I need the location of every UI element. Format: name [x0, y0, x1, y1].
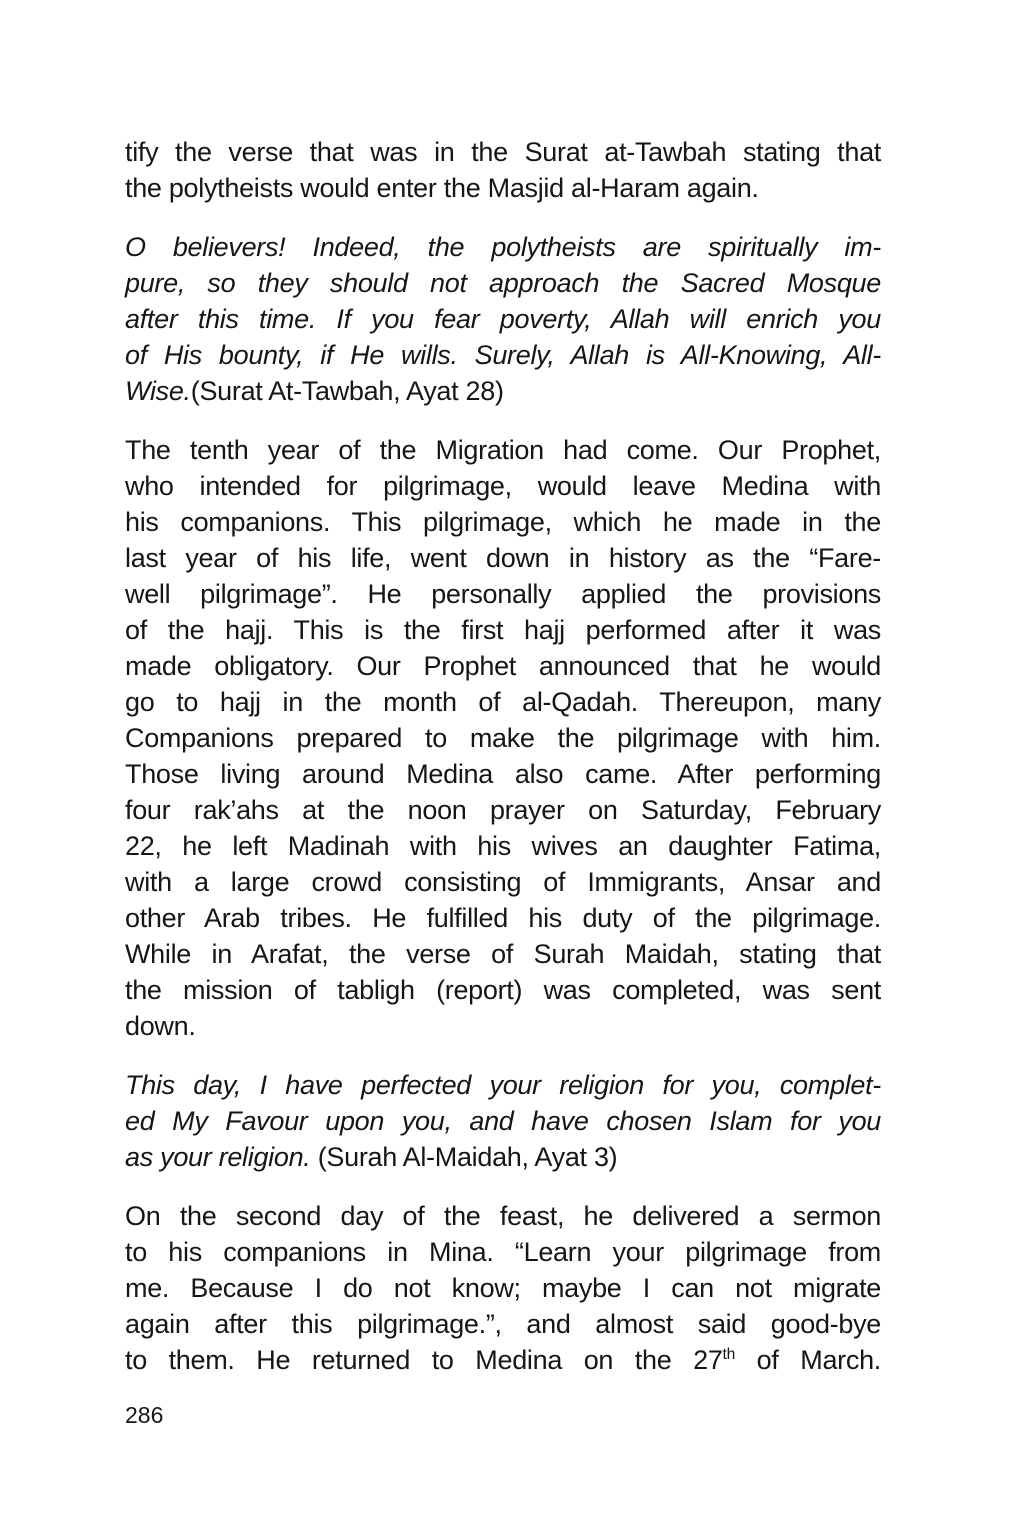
text-segment: to his companions in Mina. “Learn your pilgrimage from	[125, 1237, 881, 1267]
text-line	[125, 468, 881, 504]
text-line	[125, 936, 881, 972]
text-line	[125, 540, 881, 576]
text-segment: While in Arafat, the verse of Surah Maidah, stating that	[125, 939, 881, 969]
text-segment: after this time. If you fear poverty, Allah will enrich you	[125, 304, 881, 334]
text-line	[125, 1139, 881, 1175]
text-segment: down.	[125, 1011, 196, 1041]
text-line	[125, 648, 881, 684]
text-line	[125, 1234, 881, 1270]
text-line	[125, 170, 881, 206]
text-line	[125, 1198, 881, 1234]
text-line	[125, 1270, 881, 1306]
text-line	[125, 1067, 881, 1103]
superscript-text: th	[722, 1346, 736, 1363]
text-segment: 22, he left Madinah with his wives an daughter Fatima,	[125, 831, 881, 861]
text-segment: me. Because I do not know; maybe I can not migrate	[125, 1273, 881, 1303]
text-line	[125, 1306, 881, 1342]
text-line	[125, 337, 881, 373]
text-segment: four rak’ahs at the noon prayer on Saturday, February	[125, 795, 881, 825]
text-segment: pure, so they should not approach the Sacred Mosque	[125, 268, 881, 298]
text-segment: The tenth year of the Migration had come. Our Prophet,	[125, 435, 881, 465]
text-segment: This day, I have perfected your religion for you, complet-	[125, 1070, 881, 1100]
text-segment: ed My Favour upon you, and have chosen Islam for you	[125, 1106, 881, 1136]
text-segment: other Arab tribes. He fulfilled his duty of the pilgrimage.	[125, 903, 881, 933]
text-segment: his companions. This pilgrimage, which he made in the	[125, 507, 881, 537]
text-line	[125, 576, 881, 612]
text-segment: Wise.	[125, 376, 191, 406]
text-segment: last year of his life, went down in history as the “Fare-	[125, 543, 881, 573]
text-segment: made obligatory. Our Prophet announced that he would	[125, 651, 881, 681]
text-segment: Those living around Medina also came. After performing	[125, 759, 881, 789]
body-paragraph	[125, 432, 881, 1044]
text-segment: go to hajj in the month of al-Qadah. Thereupon, many	[125, 687, 881, 717]
text-line	[125, 504, 881, 540]
text-line	[125, 972, 881, 1008]
text-segment: Companions prepared to make the pilgrimage with him.	[125, 723, 881, 753]
text-line	[125, 828, 881, 864]
body-paragraph	[125, 1198, 881, 1378]
text-line	[125, 900, 881, 936]
text-line	[125, 134, 881, 170]
body-paragraph	[125, 134, 881, 206]
text-segment: of March.	[735, 1345, 881, 1375]
text-line	[125, 1008, 881, 1044]
text-line	[125, 612, 881, 648]
text-line	[125, 720, 881, 756]
text-column	[125, 134, 881, 1378]
page-number: 286	[125, 1402, 164, 1428]
quote-paragraph	[125, 229, 881, 409]
text-segment: again after this pilgrimage.”, and almost said good-bye	[125, 1309, 881, 1339]
text-segment: with a large crowd consisting of Immigrants, Ansar and	[125, 867, 881, 897]
text-line	[125, 792, 881, 828]
text-segment: to them. He returned to Medina on the 27	[125, 1345, 723, 1375]
text-segment: the polytheists would enter the Masjid al-Haram again.	[125, 173, 759, 203]
text-segment: as your religion.	[125, 1142, 318, 1172]
text-segment: On the second day of the feast, he delivered a sermon	[125, 1201, 881, 1231]
text-line	[125, 864, 881, 900]
text-segment: well pilgrimage”. He personally applied the provisions	[125, 579, 881, 609]
text-line	[125, 756, 881, 792]
text-line	[125, 1103, 881, 1139]
text-line	[125, 373, 881, 409]
text-line	[125, 684, 881, 720]
citation-text: (Surat At-Tawbah, Ayat 28)	[190, 376, 504, 406]
text-line	[125, 301, 881, 337]
text-segment: the mission of tabligh (report) was completed, was sent	[125, 975, 881, 1005]
text-line	[125, 432, 881, 468]
quote-paragraph	[125, 1067, 881, 1175]
citation-text: (Surah Al-Maidah, Ayat 3)	[317, 1142, 618, 1172]
text-segment: tify the verse that was in the Surat at-Tawbah stating that	[125, 137, 881, 167]
text-segment: of the hajj. This is the first hajj performed after it was	[125, 615, 881, 645]
text-segment: of His bounty, if He wills. Surely, Allah is All-Knowing, All-	[125, 340, 881, 370]
text-segment: O believers! Indeed, the polytheists are spiritually im-	[125, 232, 881, 262]
text-line	[125, 1342, 881, 1378]
text-segment: who intended for pilgrimage, would leave Medina with	[125, 471, 881, 501]
text-line	[125, 229, 881, 265]
text-line	[125, 265, 881, 301]
